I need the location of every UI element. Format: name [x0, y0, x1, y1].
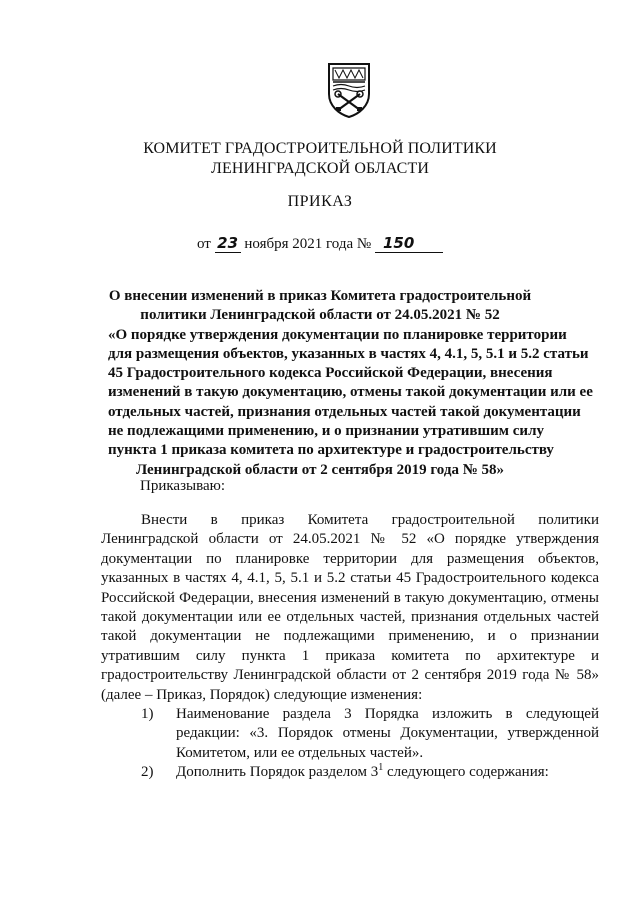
document-type: ПРИКАЗ — [287, 193, 353, 210]
title-line: изменений в такую документацию, отмены такой документации или ее — [108, 384, 593, 401]
dateline-month-year: ноября 2021 года № — [244, 236, 372, 252]
list-item-number: 1) — [141, 706, 154, 723]
dateline — [0, 234, 640, 253]
intro-paragraph: Внести в приказ Комитета градостроительной политики Ленинградской области от 24.05.2021 № 52 «О порядке утверждения документации по планировке территории для размещения объектов, указанных в частях 4, 4.1, 5, 5.1 и 5.2 статьи 45 Градостроительного кодекса Российской Федерации, внесения изменений в такую документацию, отмены такой документации или ее отдельных частей, признания отдельных частей такой документации не подлежащими применению, и о признании утратившим силу пункта 1 приказа комитета по архитектуре и градостроительству Ленинградской области от 2 сентября 2019 года № 58» (далее – Приказ, Порядок) следующие изменения: — [101, 512, 599, 703]
title-line: «О порядке утверждения документации по планировке территории — [108, 326, 567, 343]
title-line: отдельных частей, признания отдельных частей такой документации — [108, 403, 581, 420]
title-line: политики Ленинградской области от 24.05.2021 № 52 — [140, 307, 500, 324]
title-line: 45 Градостроительного кодекса Российской Федерации, внесения — [108, 365, 553, 382]
org-name-line-2: ЛЕНИНГРАДСКОЙ ОБЛАСТИ — [211, 160, 429, 177]
list-item-text — [176, 763, 599, 782]
list-item-text: Наименование раздела 3 Порядка изложить в следующей редакции: «3. Порядок отмены Документации, утвержденной Комитетом, или ее отдельных частей». — [176, 706, 599, 761]
body-text — [101, 511, 599, 783]
list-item-text-before: Дополнить Порядок разделом 3 — [176, 764, 379, 781]
title-line: О внесении изменений в приказ Комитета градостроительной — [108, 288, 532, 304]
list-item-number: 2) — [141, 764, 154, 781]
order-word: Приказываю: — [140, 478, 225, 494]
dateline-day: 23 — [215, 234, 241, 253]
section-superscript: 1 — [378, 762, 384, 774]
org-name-line-1: КОМИТЕТ ГРАДОСТРОИТЕЛЬНОЙ ПОЛИТИКИ — [143, 140, 497, 157]
document-title — [108, 287, 593, 480]
coat-of-arms-icon — [327, 60, 371, 118]
title-line: для размещения объектов, указанных в частях 4, 4.1, 5, 5.1 и 5.2 статьи — [108, 345, 589, 362]
title-line: Ленинградской области от 2 сентября 2019 года № 58» — [135, 461, 505, 478]
title-line: не подлежащими применению, и о признании утратившим силу — [108, 423, 544, 440]
dateline-prefix: от — [197, 236, 211, 252]
list-item-text-after: следующего содержания: — [383, 764, 549, 781]
list-item — [101, 763, 599, 782]
list-item — [101, 705, 599, 763]
title-line: пункта 1 приказа комитета по архитектуре и градостроительству — [108, 442, 554, 459]
dateline-number: 150 — [375, 234, 443, 253]
